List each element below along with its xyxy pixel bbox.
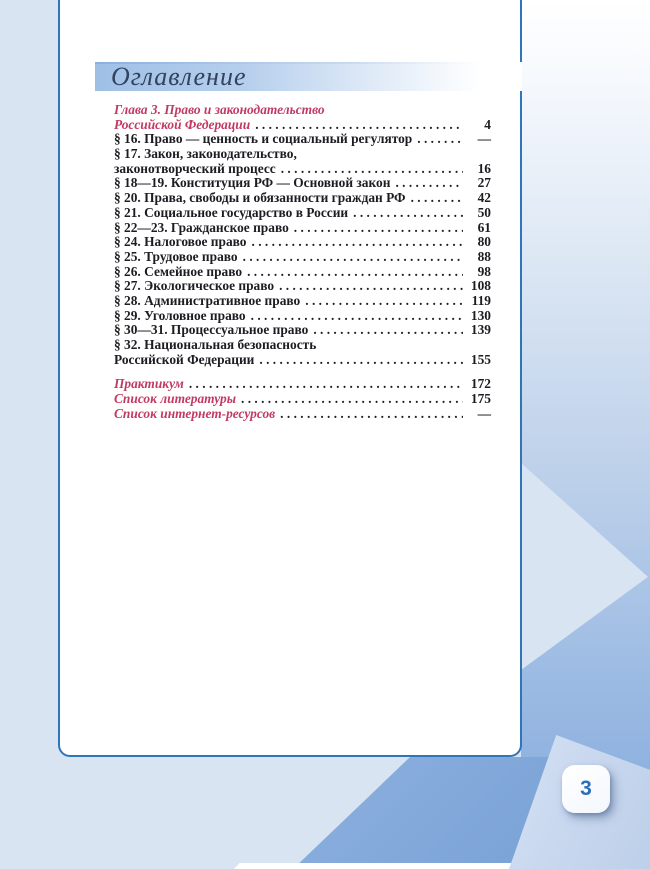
toc-entry-page: —: [477, 405, 491, 421]
toc-entry-label: § 26. Семейное право: [114, 263, 243, 279]
toc-entry-label: § 22—23. Гражданское право: [114, 219, 289, 235]
toc-entry-label: § 20. Права, свободы и обязанности граждан РФ: [114, 190, 406, 206]
toc-entry-page: 50: [477, 204, 491, 220]
toc-entry-page: 108: [470, 278, 491, 294]
toc-entry-page: 172: [470, 376, 491, 392]
toc-entry-page: 4: [484, 116, 491, 132]
bottom-white-strip: [234, 863, 512, 869]
dot-leader: [247, 265, 463, 280]
dot-leader: [281, 162, 463, 177]
toc-entry-page: 175: [470, 391, 491, 407]
toc-entry-label: § 21. Социальное государство в России: [114, 204, 349, 220]
toc-row: [114, 147, 491, 162]
toc-entry-label: законотворческий процесс: [114, 160, 276, 176]
toc-list: [114, 103, 491, 421]
dot-leader: [417, 132, 463, 147]
toc-row: [114, 353, 491, 368]
toc-entry-label: § 25. Трудовое право: [114, 248, 238, 264]
toc-row: [114, 309, 491, 324]
toc-entry-label: § 17. Закон, законодательство,: [114, 146, 297, 162]
toc-row: [114, 206, 491, 221]
toc-row: [114, 191, 491, 206]
dot-leader: [294, 221, 463, 236]
toc-header-banner: [95, 62, 522, 91]
toc-entry-page: 61: [477, 219, 491, 235]
toc-row: [114, 221, 491, 236]
toc-row: [114, 377, 491, 392]
toc-entry-page: 16: [477, 160, 491, 176]
toc-row: [114, 407, 491, 422]
page-number-badge: [562, 765, 610, 813]
toc-entry-page: 139: [470, 322, 491, 338]
toc-entry-label: § 16. Право — ценность и социальный регулятор: [114, 131, 413, 147]
page-title: Оглавление: [111, 62, 247, 91]
toc-entry-label: § 28. Административное право: [114, 292, 301, 308]
dot-leader: [255, 118, 463, 133]
toc-entry-page: 119: [471, 292, 491, 308]
toc-entry-label: § 32. Национальная безопасность: [114, 337, 317, 352]
toc-row: [114, 279, 491, 294]
dot-leader: [241, 392, 463, 407]
toc-row: [114, 118, 491, 133]
dot-leader: [395, 176, 463, 191]
page-sheet: [58, 0, 522, 757]
toc-row: [114, 162, 491, 177]
dot-leader: [259, 353, 463, 368]
toc-entry-label: § 30—31. Процессуальное право: [114, 322, 309, 338]
toc-row: [114, 338, 491, 353]
toc-row: [114, 294, 491, 309]
toc-entry-label: Глава 3. Право и законодательство: [114, 102, 325, 117]
dot-leader: [280, 407, 463, 422]
toc-entry-label: Российской Федерации: [114, 116, 251, 132]
toc-entry-label: Практикум: [114, 376, 184, 392]
toc-entry-label: § 18—19. Конституция РФ — Основной закон: [114, 175, 391, 191]
toc-entry-label: Список литературы: [114, 391, 236, 407]
dot-leader: [243, 250, 463, 265]
dot-leader: [252, 235, 464, 250]
toc-entry-label: § 29. Уголовное право: [114, 307, 246, 323]
toc-row: [114, 176, 491, 191]
toc-entry-page: 155: [470, 351, 491, 367]
toc-entry-page: 98: [477, 263, 491, 279]
toc-entry-page: 42: [477, 190, 491, 206]
dot-leader: [305, 294, 463, 309]
toc-row: [114, 323, 491, 338]
toc-entry-page: —: [477, 131, 491, 147]
right-margin-strip: [521, 0, 650, 869]
dot-leader: [313, 323, 463, 338]
toc-entry-label: Список интернет-ресурсов: [114, 405, 276, 421]
dot-leader: [251, 309, 463, 324]
toc-entry-page: 130: [470, 307, 491, 323]
dot-leader: [189, 377, 463, 392]
toc-entry-page: 80: [477, 234, 491, 250]
toc-row: [114, 250, 491, 265]
dot-leader: [279, 279, 463, 294]
dot-leader: [353, 206, 463, 221]
toc-row: [114, 132, 491, 147]
toc-entry-label: § 27. Экологическое право: [114, 278, 275, 294]
page-number: 3: [580, 777, 592, 800]
toc-entry-label: § 24. Налоговое право: [114, 234, 247, 250]
toc-entry-page: 88: [477, 248, 491, 264]
toc-row: [114, 265, 491, 280]
toc-row: [114, 235, 491, 250]
dot-leader: [411, 191, 463, 206]
toc-entry-label: Российской Федерации: [114, 351, 255, 367]
toc-row: [114, 392, 491, 407]
toc-row: [114, 103, 491, 118]
toc-entry-page: 27: [477, 175, 491, 191]
